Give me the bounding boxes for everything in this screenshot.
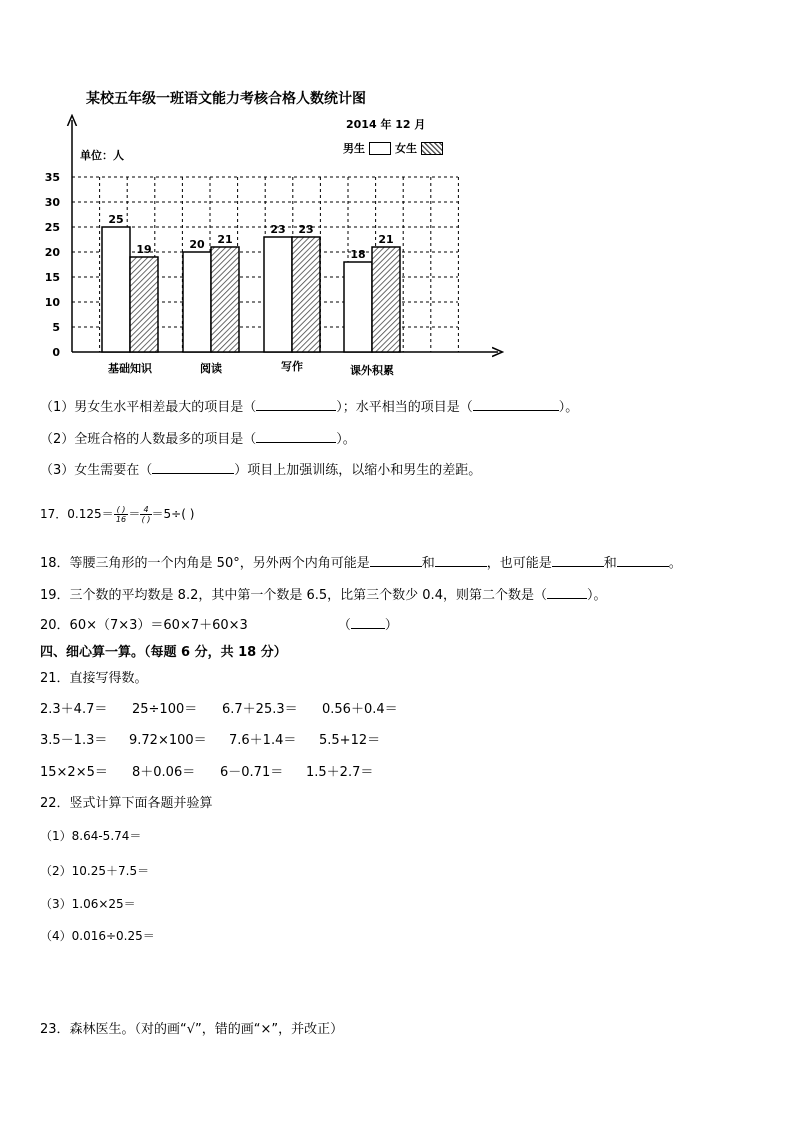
q22-item-3: （3）1.06×25＝ <box>40 897 136 911</box>
q21-item: 25÷100＝ <box>132 702 198 717</box>
bar-boys <box>183 252 211 352</box>
q22-item-4: （4）0.016÷0.25＝ <box>40 929 155 943</box>
bar-value-label: 23 <box>298 223 314 236</box>
q18-blank2[interactable] <box>435 552 487 567</box>
q16-part2-text2: ）。 <box>336 432 356 447</box>
x-category-label: 阅读 <box>200 362 222 375</box>
q21-row-1 <box>40 698 398 717</box>
q18-blank4[interactable] <box>617 552 669 567</box>
y-tick-label: 0 <box>52 346 60 359</box>
q16-part1-blank2[interactable] <box>473 396 559 411</box>
q21-item: 7.6＋1.4＝ <box>229 733 297 748</box>
section4-heading: 四、细心算一算。（每题 6 分，共 18 分） <box>40 645 287 660</box>
q21-title: 21．直接写得数。 <box>40 671 148 686</box>
q18-blank3[interactable] <box>552 552 604 567</box>
q18-text2: 和 <box>421 556 435 571</box>
q16-part1-text3: ）。 <box>558 400 579 415</box>
bar-value-label: 21 <box>378 233 394 246</box>
q23-title: 23．森林医生。（对的画“√”，错的画“×”，并改正） <box>40 1022 344 1037</box>
x-category-label: 基础知识 <box>108 362 152 375</box>
bar-girls <box>211 247 239 352</box>
q21-row-3 <box>40 761 373 780</box>
y-tick-label: 20 <box>44 246 60 259</box>
bar-girls <box>372 247 400 352</box>
q18-text1: 18．等腰三角形的一个内角是 50°，另外两个内角可能是 <box>40 556 370 571</box>
y-tick-label: 15 <box>44 271 60 284</box>
bar-value-label: 21 <box>217 233 233 246</box>
bar-girls <box>130 257 158 352</box>
q21-item: 5.5+12＝ <box>319 733 381 748</box>
legend-label-girls: 女生 <box>395 142 417 155</box>
y-tick-label: 35 <box>44 171 60 184</box>
q16-part3 <box>40 459 481 478</box>
q20 <box>40 614 398 633</box>
q17-fraction1 <box>114 505 129 524</box>
q22-item-2: （2）10.25＋7.5＝ <box>40 864 150 878</box>
q17 <box>40 505 194 524</box>
bar-value-label: 20 <box>189 238 205 251</box>
q21-item: 6－0.71＝ <box>220 765 284 780</box>
x-category-label: 写作 <box>281 360 303 373</box>
bar-girls <box>292 237 320 352</box>
q21-item: 6.7＋25.3＝ <box>222 702 298 717</box>
q18-blank1[interactable] <box>370 552 422 567</box>
q20-paren-close: ） <box>384 618 398 633</box>
q16-part1 <box>40 396 578 415</box>
q20-paren-open: （ <box>337 618 351 633</box>
q19-text1: 19．三个数的平均数是 8.2，其中第一个数是 6.5，比第三个数少 0.4，则第二个数是（ <box>40 588 547 603</box>
q21-item: 1.5＋2.7＝ <box>306 765 374 780</box>
q16-part3-blank[interactable] <box>152 459 234 474</box>
bar-value-label: 23 <box>270 223 286 236</box>
q17-prefix: 17．0.125＝ <box>40 507 114 521</box>
q21-item: 15×2×5＝ <box>40 765 108 780</box>
bar-boys <box>264 237 292 352</box>
q22-title: 22．竖式计算下面各题并验算 <box>40 796 213 811</box>
chart-date: 2014 年 12 月 <box>346 118 426 131</box>
q21-item: 9.72×100＝ <box>129 733 207 748</box>
q17-equals: ＝ <box>128 507 141 521</box>
q16-part2-blank[interactable] <box>256 428 336 443</box>
bar-boys <box>344 262 372 352</box>
q17-f2-numerator: 4 <box>140 505 151 515</box>
q16-part1-blank1[interactable] <box>256 396 336 411</box>
q17-f2-denominator[interactable]: ( ) <box>141 515 151 524</box>
bar-value-label: 25 <box>108 213 124 226</box>
q18-text4: 和 <box>603 556 617 571</box>
q18 <box>40 552 682 571</box>
legend-label-boys: 男生 <box>343 142 365 155</box>
y-tick-label: 25 <box>44 221 60 234</box>
q19-text2: ）。 <box>586 588 607 603</box>
x-category-label: 课外积累 <box>350 364 394 377</box>
q17-fraction2 <box>140 505 151 524</box>
bar-value-label: 18 <box>350 248 366 261</box>
q16-part3-text: （3）女生需要在（ <box>40 463 153 478</box>
q21-row-2 <box>40 729 380 748</box>
chart-unit-label: 单位：人 <box>80 149 124 162</box>
x-category-labels <box>108 359 394 377</box>
q18-text5: 。 <box>668 556 682 571</box>
q21-item: 3.5－1.3＝ <box>40 733 108 748</box>
y-tick-labels <box>45 171 61 359</box>
q22-item-1: （1）8.64-5.74＝ <box>40 829 142 843</box>
q20-blank[interactable] <box>351 614 385 629</box>
q19 <box>40 584 606 603</box>
chart-title: 某校五年级一班语文能力考核合格人数统计图 <box>86 91 366 107</box>
y-tick-label: 30 <box>44 196 60 209</box>
q17-f1-denominator: 16 <box>115 515 127 524</box>
q16-part2 <box>40 428 356 447</box>
q17-suffix: ＝5÷( ) <box>151 507 195 521</box>
q21-item: 8＋0.06＝ <box>132 765 196 780</box>
chart-bars <box>102 213 400 352</box>
q16-part1-text2: ）；水平相当的项目是（ <box>336 400 473 415</box>
bar-boys <box>102 227 130 352</box>
q21-item: 0.56＋0.4＝ <box>322 702 398 717</box>
q19-blank[interactable] <box>547 584 587 599</box>
q16-part3-text2: ）项目上加强训练，以缩小和男生的差距。 <box>234 463 482 478</box>
q18-text3: ，也可能是 <box>486 556 552 571</box>
q21-item: 2.3＋4.7＝ <box>40 702 108 717</box>
bar-value-label: 19 <box>136 243 152 256</box>
y-tick-label: 10 <box>44 296 60 309</box>
y-tick-label: 5 <box>52 321 60 334</box>
q20-text: 20．60×（7×3）＝60×7＋60×3 <box>40 618 248 633</box>
bar-chart <box>40 110 520 380</box>
q16-part2-text: （2）全班合格的人数最多的项目是（ <box>40 432 257 447</box>
q16-part1-text: （1）男女生水平相差最大的项目是（ <box>40 400 257 415</box>
q17-f1-numerator[interactable]: ( ) <box>114 505 129 515</box>
